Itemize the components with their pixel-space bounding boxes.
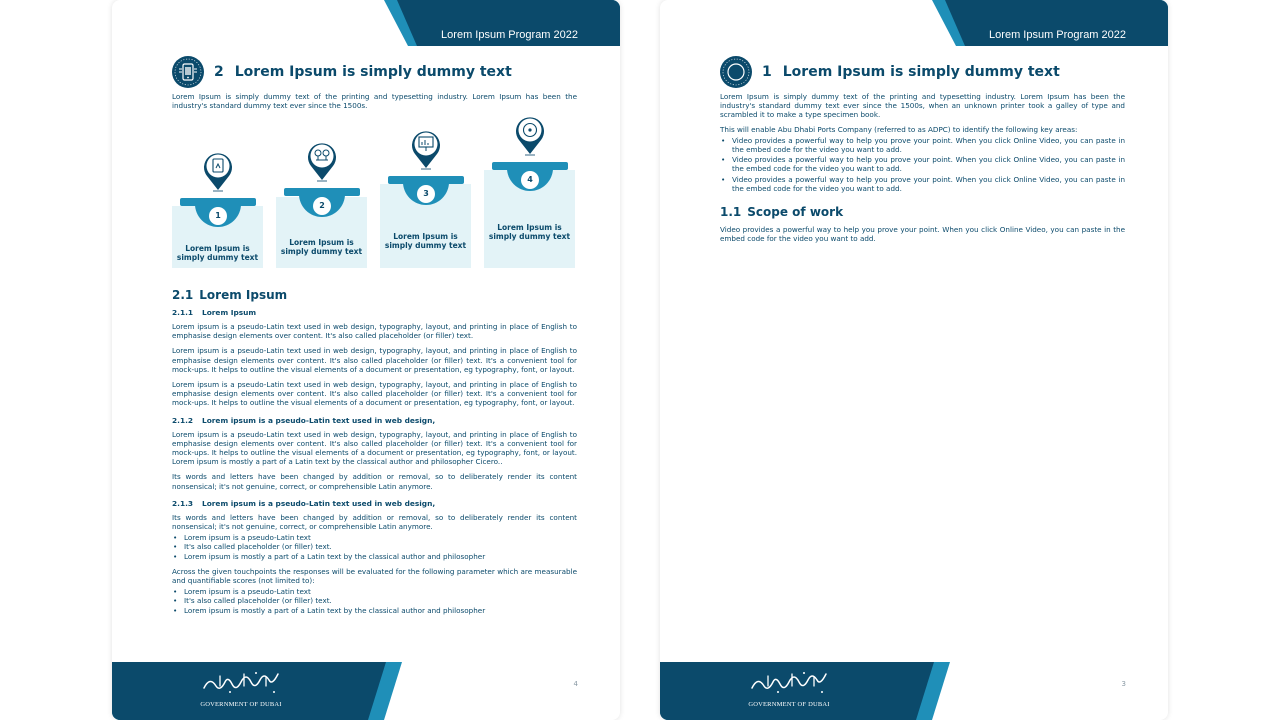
card-label-1: Lorem Ipsum is simply dummy text: [176, 244, 259, 262]
section-heading: [720, 56, 1125, 88]
paragraph: Lorem ipsum is a pseudo-Latin text used in web design, typography, layout, and printing in place of English to emphasise design elements over content. It's also called placeholder (or filler) text. It's a convenient tool for mock-ups. It helps to outline the visual elements of a document or presentation, eg typography, font, or layout. Lorem ipsum is mostly a part of a Latin text by the classical author and philosopher Cicero..: [172, 429, 577, 467]
document-page-4: [112, 0, 620, 720]
list-item: • Lorem ipsum is a pseudo-Latin text: [172, 587, 577, 596]
government-of-dubai-logo: [196, 668, 286, 708]
list-item: • Video provides a powerful way to help you prove your point. When you click Online Video, you can paste in the embed code for the video you want to add.: [720, 155, 1125, 173]
list-item: • Lorem ipsum is mostly a part of a Latin text by the classical author and philosopher: [172, 552, 577, 561]
government-of-dubai-logo: [744, 668, 834, 708]
card-label-2: Lorem Ipsum is simply dummy text: [280, 238, 363, 256]
header-title: Lorem Ipsum Program 2022: [441, 29, 578, 41]
card-number-2: 2: [313, 197, 331, 215]
header-title: Lorem Ipsum Program 2022: [989, 29, 1126, 41]
intro-paragraph: Lorem Ipsum is simply dummy text of the printing and typesetting industry. Lorem Ipsum has been the industry's standard dummy text ever since the 1500s.: [172, 92, 577, 111]
touch-screen-icon: [201, 150, 235, 192]
card-number-1: 1: [209, 207, 227, 225]
logo-text: GOVERNMENT OF DUBAI: [748, 701, 830, 708]
subsection-2-1-2-heading: [172, 416, 577, 425]
bullet-list: [172, 587, 577, 615]
bullet-list: [172, 533, 577, 561]
section-number: 2.1: [172, 288, 194, 302]
page-number: 4: [573, 680, 578, 688]
list-item: • Lorem ipsum is a pseudo-Latin text: [172, 533, 577, 542]
bullet-list: [720, 136, 1125, 193]
heading-number: 2: [214, 64, 224, 80]
section-title: Scope of work: [747, 205, 844, 220]
list-item: • Lorem ipsum is mostly a part of a Latin text by the classical author and philosopher: [172, 606, 577, 615]
heading-title: Lorem Ipsum is simply dummy text: [782, 64, 1060, 80]
subsection-number: 2.1.1: [172, 308, 194, 317]
subsection-title: Lorem Ipsum: [202, 308, 257, 317]
mobile-devices-icon: [172, 56, 204, 88]
target-icon: [513, 114, 547, 156]
subsection-number: 2.1.2: [172, 415, 194, 425]
subsection-2-1-1-heading: [172, 308, 577, 317]
subsection-title: Lorem ipsum is a pseudo-Latin text used in web design,: [202, 415, 436, 425]
compass-icon: [720, 56, 752, 88]
paragraph: Across the given touchpoints the responses will be evaluated for the following parameter which are measurable and quantifiable scores (not limited to):: [172, 566, 577, 586]
list-item: • Video provides a powerful way to help you prove your point. When you click Online Video, you can paste in the embed code for the video you want to add.: [720, 175, 1125, 193]
heading-number: 1: [762, 64, 772, 80]
card-label-4: Lorem Ipsum is simply dummy text: [488, 223, 571, 241]
section-number: 1.1: [720, 205, 742, 220]
subsection-title: Lorem ipsum is a pseudo-Latin text used in web design,: [202, 498, 436, 508]
heading-title: Lorem Ipsum is simply dummy text: [234, 64, 512, 80]
subsection-number: 2.1.3: [172, 498, 194, 508]
paragraph: Its words and letters have been changed by addition or removal, so to deliberately render its content nonsensical; it's not genuine, correct, or comprehensible Latin anymore.: [172, 512, 577, 532]
section-2-1-heading: [172, 288, 577, 302]
card-label-3: Lorem Ipsum is simply dummy text: [384, 232, 467, 250]
section-heading: [172, 56, 577, 88]
presentation-board-icon: [409, 128, 443, 170]
paragraph: Video provides a powerful way to help you prove your point. When you click Online Video, you can paste in the embed code for the video you want to add.: [720, 225, 1125, 244]
page-number: 3: [1121, 680, 1126, 688]
paragraph: This will enable Abu Dhabi Ports Company (referred to as ADPC) to identify the following key areas:: [720, 124, 1078, 134]
card-number-3: 3: [417, 185, 435, 203]
government-of-dubai-arabic-logo: [748, 668, 830, 696]
paragraph: Its words and letters have been changed by addition or removal, so to deliberately render its content nonsensical; it's not genuine, correct, or comprehensible Latin anymore.: [172, 472, 577, 491]
paragraph: Lorem ipsum is a pseudo-Latin text used in web design, typography, layout, and printing in place of English to emphasise design elements over content. It's also called placeholder (or filler) text.: [172, 322, 577, 341]
paragraph: Lorem ipsum is a pseudo-Latin text used in web design, typography, layout, and printing in place of English to emphasise design elements over content. It's also called placeholder (or filler) text. It's a convenient tool for mock-ups. It helps to outline the visual elements of a document or presentation, eg typography, font, or layout.: [172, 346, 577, 374]
card-number-4: 4: [521, 171, 539, 189]
subsection-2-1-3-heading: [172, 499, 577, 508]
section-1-1-heading: [720, 205, 1125, 219]
paragraph: Lorem ipsum is a pseudo-Latin text used in web design, typography, layout, and printing in place of English to emphasise design elements over content. It's also called placeholder (or filler) text. It's a convenient tool for mock-ups. It helps to outline the visual elements of a document or presentation, eg typography, font, or layout.: [172, 380, 577, 408]
government-of-dubai-arabic-logo: [200, 668, 282, 696]
section-title: Lorem Ipsum: [199, 288, 288, 302]
list-item: • It's also called placeholder (or filler) text.: [172, 596, 577, 605]
ideas-icon: [305, 140, 339, 182]
intro-paragraph: Lorem Ipsum is simply dummy text of the printing and typesetting industry. Lorem Ipsum has been the industry's standard dummy text ever since the 1500s, when an unknown printer took a galley of type and scrambled it to make a type specimen book.: [720, 92, 1125, 120]
document-page-3: [660, 0, 1168, 720]
list-item: • It's also called placeholder (or filler) text.: [172, 542, 577, 551]
list-item: • Video provides a powerful way to help you prove your point. When you click Online Video, you can paste in the embed code for the video you want to add.: [720, 136, 1125, 154]
logo-text: GOVERNMENT OF DUBAI: [200, 701, 282, 708]
